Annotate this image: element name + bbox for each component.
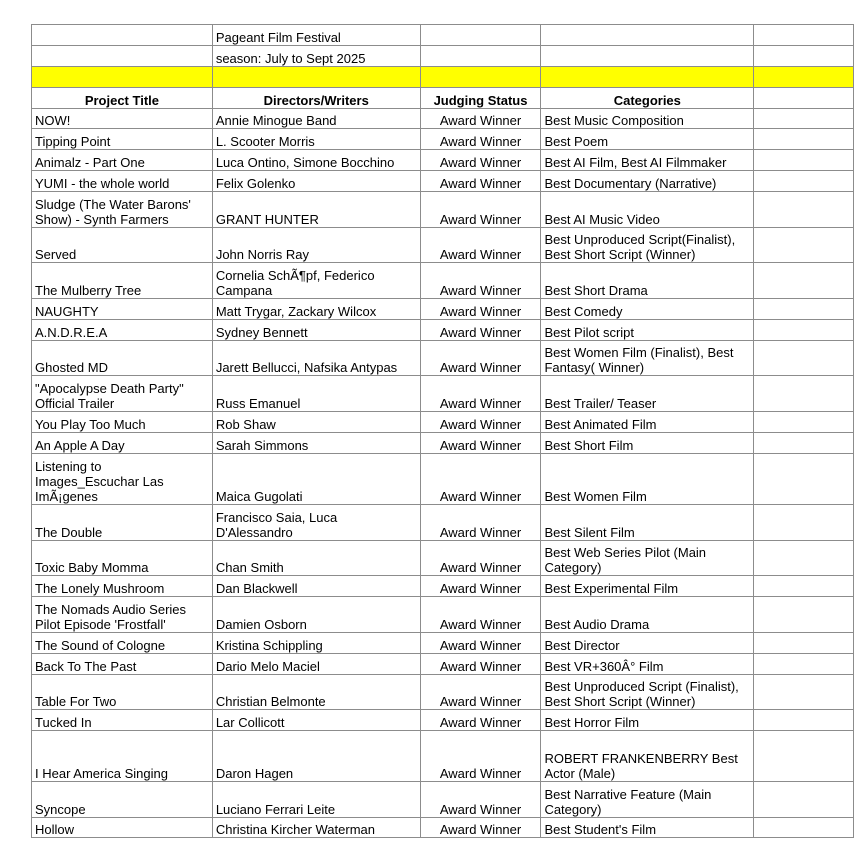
cell[interactable] xyxy=(754,109,854,129)
cell-categories[interactable]: Best Director xyxy=(541,633,754,654)
cell[interactable] xyxy=(754,88,854,109)
cell-judging-status[interactable]: Award Winner xyxy=(420,782,541,818)
header-directors-writers[interactable]: Directors/Writers xyxy=(212,88,420,109)
cell-project-title[interactable]: YUMI - the whole world xyxy=(32,171,213,192)
cell-directors-writers[interactable]: GRANT HUNTER xyxy=(212,192,420,228)
cell[interactable] xyxy=(754,710,854,731)
header-judging-status[interactable]: Judging Status xyxy=(420,88,541,109)
cell-project-title[interactable]: An Apple A Day xyxy=(32,433,213,454)
cell-directors-writers[interactable]: Felix Golenko xyxy=(212,171,420,192)
cell-project-title[interactable]: The Nomads Audio Series Pilot Episode 'Frostfall' xyxy=(32,597,213,633)
table-row xyxy=(32,129,854,150)
table-row xyxy=(32,654,854,675)
cell-project-title[interactable]: The Lonely Mushroom xyxy=(32,576,213,597)
cell-judging-status[interactable]: Award Winner xyxy=(420,654,541,675)
table-row xyxy=(32,782,854,818)
cell-judging-status[interactable]: Award Winner xyxy=(420,341,541,376)
cell-project-title[interactable]: NAUGHTY xyxy=(32,299,213,320)
cell-categories[interactable]: Best Women Film (Finalist), Best Fantasy( Winner) xyxy=(541,341,754,376)
table-row xyxy=(32,109,854,129)
cell-judging-status[interactable]: Award Winner xyxy=(420,675,541,710)
cell[interactable] xyxy=(754,129,854,150)
cell-project-title[interactable]: Tipping Point xyxy=(32,129,213,150)
cell-categories[interactable]: Best Silent Film xyxy=(541,505,754,541)
cell-categories[interactable]: Best Unproduced Script (Finalist), Best Short Script (Winner) xyxy=(541,675,754,710)
cell-project-title[interactable]: Listening to Images_Escuchar Las ImÃ¡genes xyxy=(32,454,213,505)
table-row xyxy=(32,320,854,341)
table-row xyxy=(32,171,854,192)
cell[interactable] xyxy=(754,171,854,192)
cell-directors-writers[interactable]: Christian Belmonte xyxy=(212,675,420,710)
cell[interactable] xyxy=(32,46,213,67)
cell[interactable] xyxy=(754,192,854,228)
cell-project-title[interactable]: The Mulberry Tree xyxy=(32,263,213,299)
cell[interactable] xyxy=(754,150,854,171)
cell-project-title[interactable]: Hollow xyxy=(32,818,213,838)
cell[interactable] xyxy=(420,46,541,67)
cell-project-title[interactable]: Ghosted MD xyxy=(32,341,213,376)
cell-judging-status[interactable]: Award Winner xyxy=(420,818,541,838)
table-row xyxy=(32,597,854,633)
cell-directors-writers[interactable]: Kristina Schippling xyxy=(212,633,420,654)
festival-name[interactable]: Pageant Film Festival xyxy=(212,25,420,46)
cell-directors-writers[interactable]: Annie Minogue Band xyxy=(212,109,420,129)
cell[interactable] xyxy=(754,454,854,505)
cell-judging-status[interactable]: Award Winner xyxy=(420,129,541,150)
cell-directors-writers[interactable]: Christina Kircher Waterman xyxy=(212,818,420,838)
table-row xyxy=(32,433,854,454)
cell[interactable] xyxy=(541,46,754,67)
cell-judging-status[interactable]: Award Winner xyxy=(420,412,541,433)
cell-categories[interactable]: Best AI Music Video xyxy=(541,192,754,228)
festival-name-row xyxy=(32,25,854,46)
cell-judging-status[interactable]: Award Winner xyxy=(420,192,541,228)
cell-judging-status[interactable]: Award Winner xyxy=(420,150,541,171)
cell-categories[interactable]: Best Web Series Pilot (Main Category) xyxy=(541,541,754,576)
cell[interactable] xyxy=(420,25,541,46)
cell-categories[interactable]: Best Short Drama xyxy=(541,263,754,299)
cell-directors-writers[interactable]: Matt Trygar, Zackary Wilcox xyxy=(212,299,420,320)
highlight-row xyxy=(32,67,854,88)
cell-directors-writers[interactable]: Maica Gugolati xyxy=(212,454,420,505)
cell-categories[interactable]: Best VR+360Â° Film xyxy=(541,654,754,675)
cell-categories[interactable]: Best Audio Drama xyxy=(541,597,754,633)
cell-judging-status[interactable]: Award Winner xyxy=(420,433,541,454)
cell[interactable] xyxy=(754,299,854,320)
cell-directors-writers[interactable]: Dario Melo Maciel xyxy=(212,654,420,675)
cell-directors-writers[interactable]: Damien Osborn xyxy=(212,597,420,633)
cell[interactable] xyxy=(754,597,854,633)
cell-categories[interactable]: Best Short Film xyxy=(541,433,754,454)
cell-directors-writers[interactable]: Dan Blackwell xyxy=(212,576,420,597)
cell-project-title[interactable]: NOW! xyxy=(32,109,213,129)
season-row xyxy=(32,46,854,67)
cell-project-title[interactable]: The Double xyxy=(32,505,213,541)
highlight-cell[interactable] xyxy=(754,67,854,88)
cell[interactable] xyxy=(754,818,854,838)
festival-season[interactable]: season: July to Sept 2025 xyxy=(212,46,420,67)
cell-project-title[interactable]: Animalz - Part One xyxy=(32,150,213,171)
cell-directors-writers[interactable]: Sydney Bennett xyxy=(212,320,420,341)
cell-judging-status[interactable]: Award Winner xyxy=(420,576,541,597)
header-project-title[interactable]: Project Title xyxy=(32,88,213,109)
cell[interactable] xyxy=(754,731,854,782)
cell-directors-writers[interactable]: Chan Smith xyxy=(212,541,420,576)
highlight-cell[interactable] xyxy=(420,67,541,88)
cell[interactable] xyxy=(754,433,854,454)
table-row xyxy=(32,192,854,228)
cell-categories[interactable]: Best Experimental Film xyxy=(541,576,754,597)
cell-directors-writers[interactable]: Russ Emanuel xyxy=(212,376,420,412)
cell-judging-status[interactable]: Award Winner xyxy=(420,454,541,505)
cell[interactable] xyxy=(754,782,854,818)
cell-directors-writers[interactable]: Francisco Saia, Luca D'Alessandro xyxy=(212,505,420,541)
header-categories[interactable]: Categories xyxy=(541,88,754,109)
cell-judging-status[interactable]: Award Winner xyxy=(420,109,541,129)
cell-project-title[interactable]: Table For Two xyxy=(32,675,213,710)
cell-judging-status[interactable]: Award Winner xyxy=(420,320,541,341)
cell-categories[interactable]: Best Documentary (Narrative) xyxy=(541,171,754,192)
cell-project-title[interactable]: Toxic Baby Momma xyxy=(32,541,213,576)
cell[interactable] xyxy=(754,541,854,576)
cell[interactable] xyxy=(754,320,854,341)
cell-project-title[interactable]: "Apocalypse Death Party" Official Trailer xyxy=(32,376,213,412)
cell-categories[interactable]: Best AI Film, Best AI Filmmaker xyxy=(541,150,754,171)
table-row xyxy=(32,541,854,576)
highlight-cell[interactable] xyxy=(212,67,420,88)
cell-project-title[interactable]: A.N.D.R.E.A xyxy=(32,320,213,341)
cell-judging-status[interactable]: Award Winner xyxy=(420,299,541,320)
table-row xyxy=(32,818,854,838)
cell-categories[interactable]: Best Poem xyxy=(541,129,754,150)
table-row xyxy=(32,376,854,412)
cell[interactable] xyxy=(754,376,854,412)
cell-categories[interactable]: Best Unproduced Script(Finalist), Best Short Script (Winner) xyxy=(541,228,754,263)
cell[interactable] xyxy=(754,675,854,710)
highlight-cell[interactable] xyxy=(541,67,754,88)
cell[interactable] xyxy=(754,46,854,67)
cell-project-title[interactable]: I Hear America Singing xyxy=(32,731,213,782)
cell-directors-writers[interactable]: Lar Collicott xyxy=(212,710,420,731)
table-row xyxy=(32,576,854,597)
cell-project-title[interactable]: Tucked In xyxy=(32,710,213,731)
cell-directors-writers[interactable]: Jarett Bellucci, Nafsika Antypas xyxy=(212,341,420,376)
cell[interactable] xyxy=(541,25,754,46)
table-row xyxy=(32,633,854,654)
cell-categories[interactable]: Best Narrative Feature (Main Category) xyxy=(541,782,754,818)
table-row xyxy=(32,675,854,710)
cell-project-title[interactable]: Sludge (The Water Barons' Show) - Synth Farmers xyxy=(32,192,213,228)
cell-project-title[interactable]: Served xyxy=(32,228,213,263)
cell[interactable] xyxy=(754,576,854,597)
cell-project-title[interactable]: Back To The Past xyxy=(32,654,213,675)
table-row xyxy=(32,454,854,505)
cell[interactable] xyxy=(754,633,854,654)
cell-judging-status[interactable]: Award Winner xyxy=(420,228,541,263)
cell-directors-writers[interactable]: Sarah Simmons xyxy=(212,433,420,454)
cell[interactable] xyxy=(754,341,854,376)
cell-categories[interactable]: Best Pilot script xyxy=(541,320,754,341)
cell-project-title[interactable]: Syncope xyxy=(32,782,213,818)
highlight-cell[interactable] xyxy=(32,67,213,88)
cell-judging-status[interactable]: Award Winner xyxy=(420,541,541,576)
header-row xyxy=(32,88,854,109)
cell-categories[interactable]: Best Comedy xyxy=(541,299,754,320)
cell-judging-status[interactable]: Award Winner xyxy=(420,597,541,633)
cell-judging-status[interactable]: Award Winner xyxy=(420,263,541,299)
cell-judging-status[interactable]: Award Winner xyxy=(420,171,541,192)
cell-categories[interactable]: Best Trailer/ Teaser xyxy=(541,376,754,412)
cell-judging-status[interactable]: Award Winner xyxy=(420,505,541,541)
table-row xyxy=(32,263,854,299)
cell-directors-writers[interactable]: Cornelia SchÃ¶pf, Federico Campana xyxy=(212,263,420,299)
cell-project-title[interactable]: The Sound of Cologne xyxy=(32,633,213,654)
cell-directors-writers[interactable]: Luciano Ferrari Leite xyxy=(212,782,420,818)
cell[interactable] xyxy=(754,505,854,541)
cell-directors-writers[interactable]: L. Scooter Morris xyxy=(212,129,420,150)
cell-project-title[interactable]: You Play Too Much xyxy=(32,412,213,433)
cell-categories[interactable]: Best Animated Film xyxy=(541,412,754,433)
cell-judging-status[interactable]: Award Winner xyxy=(420,731,541,782)
table-row xyxy=(32,299,854,320)
cell-directors-writers[interactable]: Luca Ontino, Simone Bocchino xyxy=(212,150,420,171)
cell-judging-status[interactable]: Award Winner xyxy=(420,376,541,412)
cell-categories[interactable]: Best Women Film xyxy=(541,454,754,505)
cell[interactable] xyxy=(754,25,854,46)
cell-directors-writers[interactable]: Daron Hagen xyxy=(212,731,420,782)
cell[interactable] xyxy=(754,263,854,299)
table-row xyxy=(32,710,854,731)
cell-categories[interactable]: Best Horror Film xyxy=(541,710,754,731)
cell[interactable] xyxy=(754,654,854,675)
cell[interactable] xyxy=(32,25,213,46)
cell-directors-writers[interactable]: John Norris Ray xyxy=(212,228,420,263)
cell-categories[interactable]: Best Student's Film xyxy=(541,818,754,838)
spreadsheet-table xyxy=(31,24,854,838)
cell[interactable] xyxy=(754,228,854,263)
cell-judging-status[interactable]: Award Winner xyxy=(420,633,541,654)
cell-judging-status[interactable]: Award Winner xyxy=(420,710,541,731)
cell-categories[interactable]: Best Music Composition xyxy=(541,109,754,129)
cell-categories[interactable]: ROBERT FRANKENBERRY Best Actor (Male) xyxy=(541,731,754,782)
table-row xyxy=(32,731,854,782)
table-row xyxy=(32,505,854,541)
table-row xyxy=(32,341,854,376)
cell[interactable] xyxy=(754,412,854,433)
cell-directors-writers[interactable]: Rob Shaw xyxy=(212,412,420,433)
table-row xyxy=(32,412,854,433)
table-row xyxy=(32,228,854,263)
table-row xyxy=(32,150,854,171)
